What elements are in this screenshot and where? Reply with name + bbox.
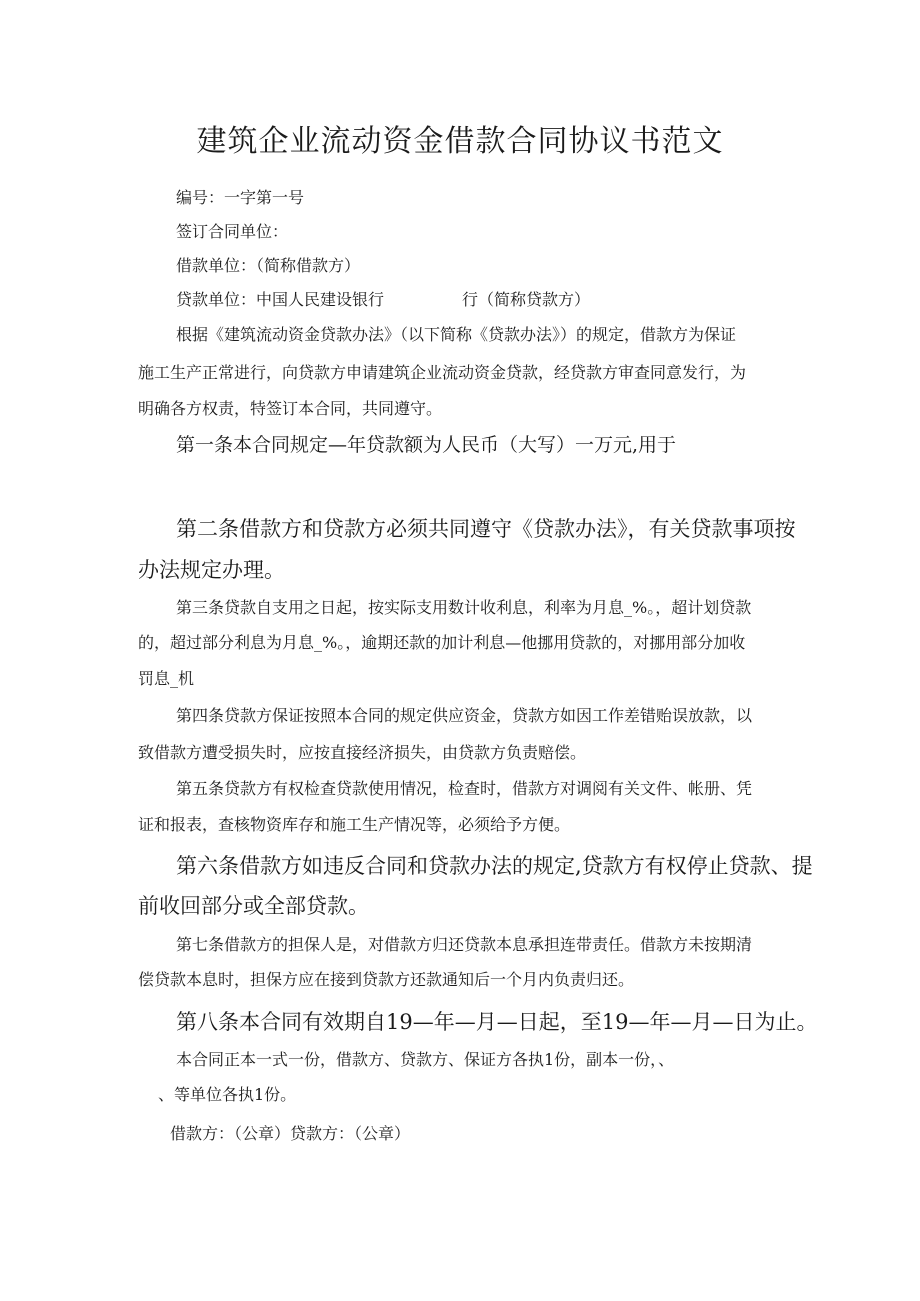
copies-line-2: 、等单位各执1份。 bbox=[158, 1085, 297, 1104]
intro-line-2: 施工生产正常进行，向贷款方申请建筑企业流动资金贷款，经贷款方审查同意发行，为 bbox=[138, 363, 747, 382]
article-4-line-1: 第四条贷款方保证按照本合同的规定供应资金，贷款方如因工作差错贻误放款，以 bbox=[176, 706, 753, 725]
article-7-line-1: 第七条借款方的担保人是，对借款方归还贷款本息承担连带责任。借款方未按期清 bbox=[176, 935, 753, 954]
article-7-line-2: 偿贷款本息时，担保方应在接到贷款方还款通知后一个月内负责归还。 bbox=[138, 970, 635, 989]
borrower-unit: 借款单位：（简称借款方） bbox=[176, 256, 361, 275]
article-3-line-1: 第三条贷款自支用之日起，按实际支用数计收利息，利率为月息_%。，超计划贷款 bbox=[176, 598, 752, 617]
signing-units: 签订合同单位： bbox=[176, 222, 289, 241]
lender-unit-name: 贷款单位：中国人民建设银行 bbox=[176, 290, 385, 309]
copies-line-1: 本合同正本一式一份，借款方、贷款方、保证方各执1份，副本一份，、 bbox=[176, 1050, 675, 1069]
lender-unit bbox=[176, 287, 590, 310]
article-4-line-2: 致借款方遭受损失时，应按直接经济损失，由贷款方负责赔偿。 bbox=[138, 743, 587, 762]
article-3-line-3: 罚息_机 bbox=[138, 669, 195, 688]
document-title: 建筑企业流动资金借款合同协议书范文 bbox=[196, 124, 724, 159]
contract-number: 编号：一字第一号 bbox=[176, 188, 305, 207]
article-2-line-1: 第二条借款方和贷款方必须共同遵守《贷款办法》，有关贷款事项按 bbox=[176, 517, 796, 541]
article-2-line-2: 办法规定办理。 bbox=[138, 558, 285, 582]
article-5-line-1: 第五条贷款方有权检查贷款使用情况，检查时，借款方对调阅有关文件、帐册、凭 bbox=[176, 779, 753, 798]
intro-line-1: 根据《建筑流动资金贷款办法》（以下简称《贷款办法》）的规定，借款方为保证 bbox=[176, 325, 737, 344]
article-1: 第一条本合同规定—年贷款额为人民币（大写）一万元,用于 bbox=[176, 434, 677, 456]
article-3-line-2: 的，超过部分利息为月息_%。，逾期还款的加计利息—他挪用贷款的，对挪用部分加收 bbox=[138, 633, 746, 652]
article-5-line-2: 证和报表，查核物资库存和施工生产情况等，必须给予方便。 bbox=[138, 815, 571, 834]
intro-line-3: 明确各方权责，特签订本合同，共同遵守。 bbox=[138, 399, 443, 418]
article-6-line-2: 前收回部分或全部贷款。 bbox=[138, 894, 369, 918]
article-8: 第八条本合同有效期自19—年—月—日起，至19—年—月—日为止。 bbox=[176, 1010, 818, 1034]
lender-unit-suffix: 行（简称贷款方） bbox=[462, 290, 591, 309]
article-6-line-1: 第六条借款方如违反合同和贷款办法的规定,贷款方有权停止贷款、提 bbox=[176, 854, 813, 878]
signature-line: 借款方：（公章）贷款方：（公章） bbox=[170, 1124, 411, 1143]
